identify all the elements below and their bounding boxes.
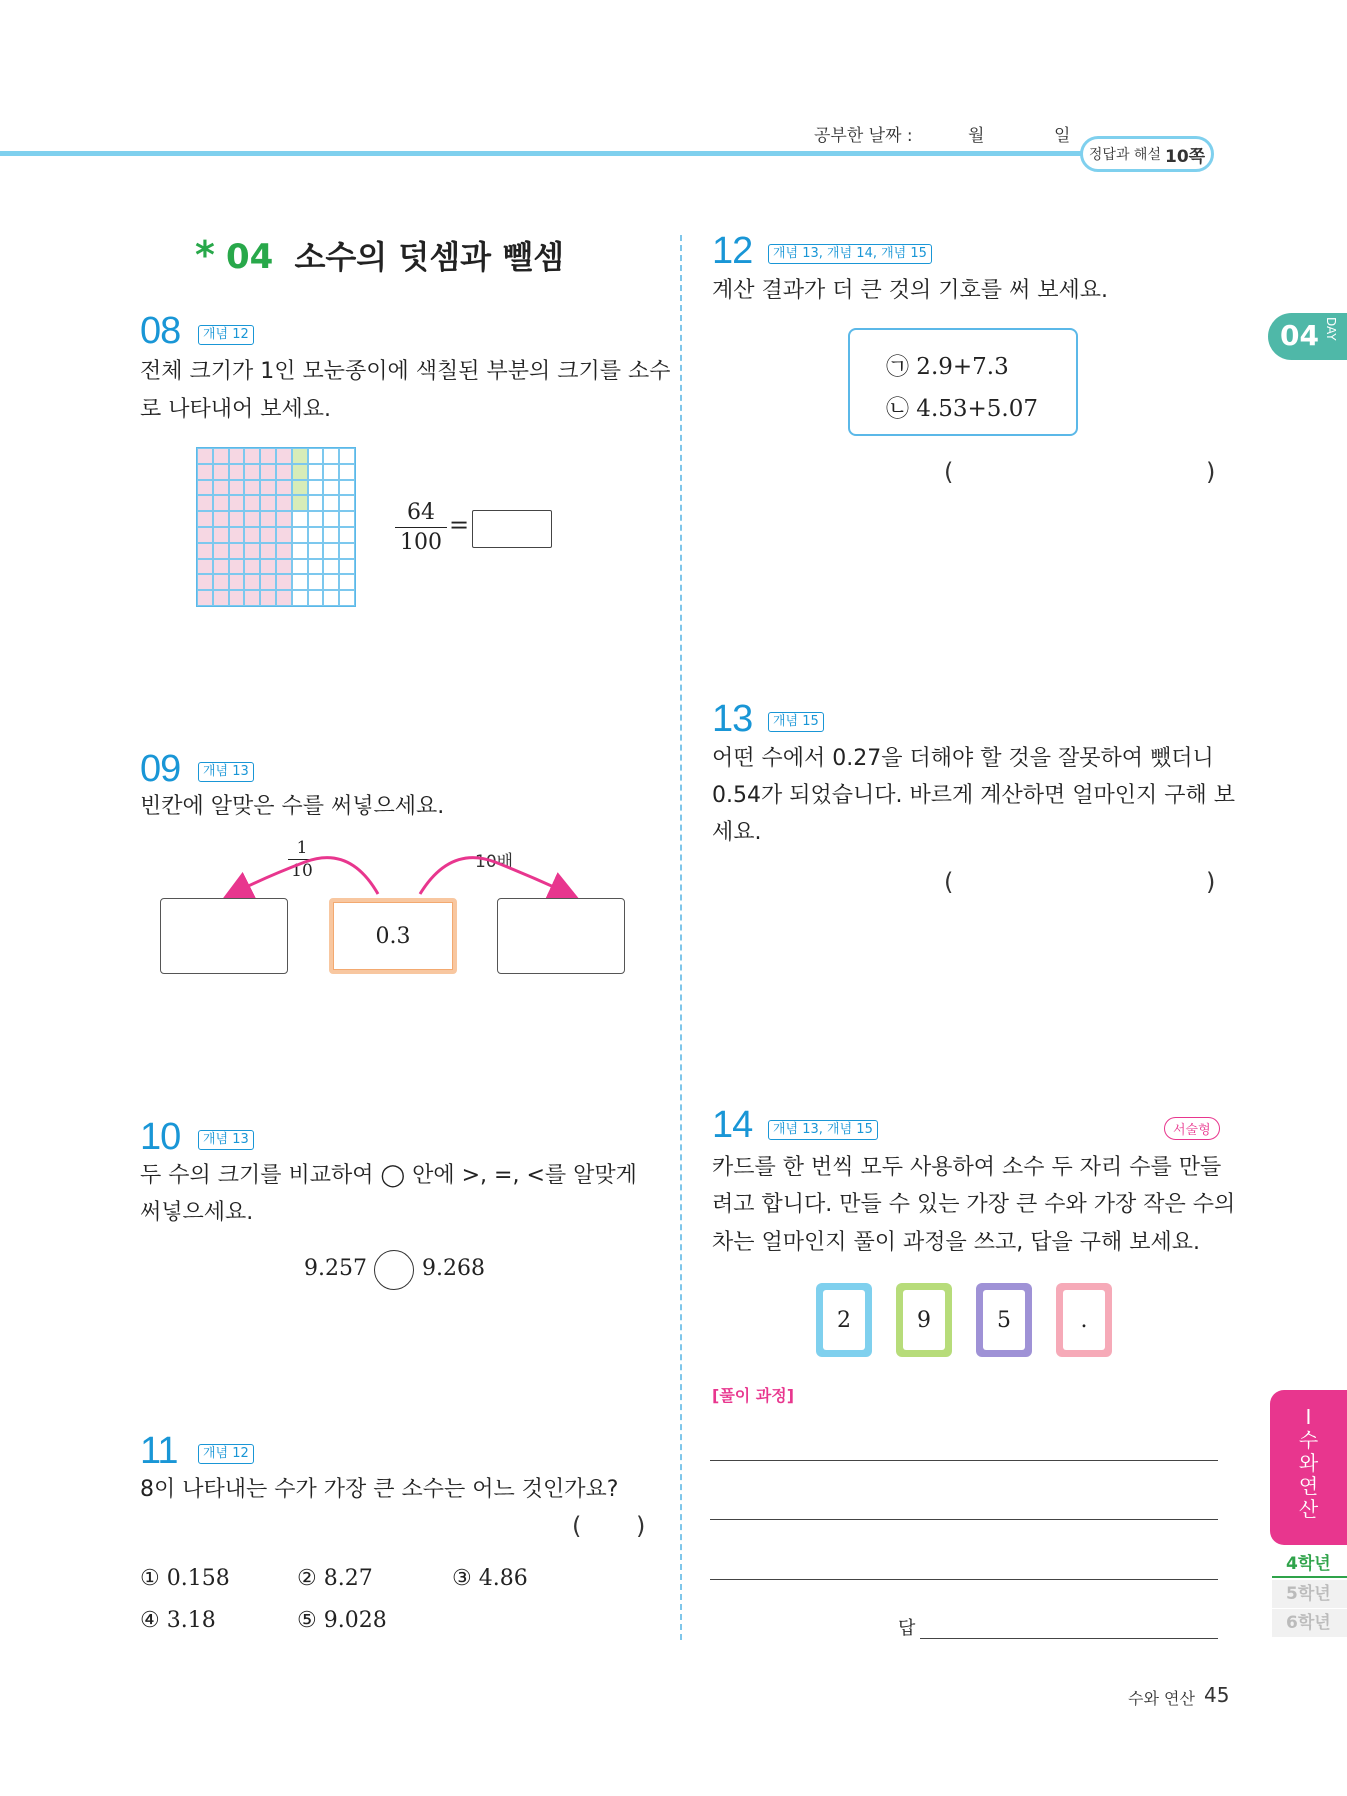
grid-cell [323,480,339,496]
grid-cell [229,559,245,575]
grid-cell [197,511,213,527]
grid-cell [276,590,292,606]
concept-tag: 개념 13, 개념 15 [768,1120,878,1140]
grid-cell [323,527,339,543]
section-title [195,232,564,278]
expression-a: ㉠ 2.9+7.3 [886,354,1009,380]
section-title-text: 소수의 덧셈과 뺄셈 [294,238,565,276]
grid-cell [229,464,245,480]
grid-cell [308,590,324,606]
question-number: 10 [140,1116,181,1158]
grid-cell [197,590,213,606]
answer-box[interactable] [472,510,552,548]
concept-tag: 개념 13 [198,1130,254,1150]
grid-cell [244,448,260,464]
grid-cell [213,511,229,527]
grid-cell [229,495,245,511]
section-number: 04 [226,237,274,277]
grid-cell [308,559,324,575]
answer-page: 10쪽 [1164,146,1206,167]
fraction-numerator: 1 [296,838,308,858]
month-label: 월 [968,126,985,146]
grid-cell [229,448,245,464]
answer-ref-label: 정답과 해설 [1088,147,1161,163]
grid-cell [276,527,292,543]
grid-cell [276,511,292,527]
footer-subject: 수와 연산 [1128,1689,1195,1708]
card-value: 9 [903,1290,945,1350]
page-number: 45 [1204,1683,1230,1707]
grid-cell [276,464,292,480]
grid-cell [292,590,308,606]
left-arrow [236,858,378,894]
grid-cell [323,448,339,464]
right-arrow [420,858,565,894]
grid-cell [292,574,308,590]
grid-cell [213,543,229,559]
card-value: . [1063,1290,1105,1350]
arrows [220,840,580,900]
concept-tag: 개념 13, 개념 14, 개념 15 [768,244,932,264]
compare-right: 9.268 [422,1256,485,1281]
answer-line[interactable] [920,1638,1218,1639]
question-text: 빈칸에 알맞은 수를 써넣으세요. [140,794,445,819]
grid-cell [292,527,308,543]
paren-close: ) [1206,458,1216,486]
day-label: 일 [1054,126,1071,146]
study-date-label: 공부한 날짜 : [814,126,913,146]
grid-cell [213,559,229,575]
grid-cell [197,574,213,590]
grid-cell [308,511,324,527]
grid-cell [260,495,276,511]
grid-cell [292,511,308,527]
grid-cell [244,480,260,496]
grid-cell [197,480,213,496]
question-text: 0.54가 되었습니다. 바르게 계산하면 얼마인지 구해 보 [712,783,1235,808]
question-text: 전체 크기가 1인 모눈종이에 색칠된 부분의 크기를 소수 [140,359,671,384]
essay-badge: 서술형 [1164,1117,1220,1140]
grid-cell [339,527,355,543]
chapter-char: 산 [1298,1497,1319,1521]
grid-cell [323,495,339,511]
day-number: 04 [1280,319,1319,352]
question-number: 08 [140,310,181,352]
solution-label: [풀이 과정] [712,1386,795,1405]
grid-cell [339,464,355,480]
answer-reference [1080,136,1214,172]
grid-cell [213,464,229,480]
grid-cell [244,511,260,527]
grid-cell [339,574,355,590]
fraction-denominator: 100 [400,530,442,555]
grade-tab-4: 4학년 [1272,1550,1347,1578]
option-3[interactable]: ③ 4.86 [452,1566,528,1591]
fraction-numerator: 64 [407,500,435,525]
grid-cell [292,480,308,496]
grid-cell [197,543,213,559]
grid-cell [276,448,292,464]
grid-cell [260,480,276,496]
grid-cell [197,495,213,511]
grid-cell [197,464,213,480]
question-text: 8이 나타내는 수가 가장 큰 소수는 어느 것인가요? [140,1477,619,1502]
ten-times-label: 10배 [475,852,514,872]
grid-cell [213,574,229,590]
grid-cell [229,511,245,527]
grid-cell [323,559,339,575]
question-number: 13 [712,698,753,740]
grid-cell [339,495,355,511]
paren-open: ( [944,868,954,896]
header-rule [0,151,1130,156]
day-tab [1268,313,1347,360]
grid-cell [308,464,324,480]
grid-cell [229,574,245,590]
question-number: 09 [140,748,181,790]
solution-line[interactable] [710,1579,1218,1580]
chapter-char: 와 [1298,1451,1319,1475]
grid-cell [244,590,260,606]
grid-cell [229,543,245,559]
grid-cell [308,527,324,543]
grid-cell [339,511,355,527]
grid-cell [229,527,245,543]
number-card [896,1283,952,1357]
grid-cell [213,448,229,464]
grid-cell [292,559,308,575]
option-5[interactable]: ⑤ 9.028 [297,1608,387,1633]
grid-cell [244,527,260,543]
chapter-tab [1270,1390,1347,1545]
option-1[interactable]: ① 0.158 [140,1566,230,1591]
fraction-64-100 [395,500,447,555]
grid-cell [323,590,339,606]
grid-cell [292,448,308,464]
grid-cell [276,559,292,575]
concept-tag: 개념 15 [768,712,824,732]
question-number: 11 [140,1430,178,1472]
grid-cell [260,448,276,464]
number-card [976,1283,1032,1357]
option-4[interactable]: ④ 3.18 [140,1608,216,1633]
concept-tag: 개념 13 [198,762,254,782]
paren-open: ( [944,458,954,486]
grid-cell [213,527,229,543]
paren-open: ( [572,1512,582,1540]
center-value-box: 0.3 [329,898,457,974]
card-value: 2 [823,1290,865,1350]
grid-cell [339,590,355,606]
grid-cell [292,495,308,511]
grid-cell [244,495,260,511]
question-text: 카드를 한 번씩 모두 사용하여 소수 두 자리 수를 만들 [712,1155,1222,1180]
grade-tab-6: 6학년 [1272,1609,1347,1637]
grid-cell [260,590,276,606]
chapter-char: 수 [1298,1428,1319,1452]
answer-box-left[interactable] [160,898,288,974]
number-card [816,1283,872,1357]
paren-close: ) [1206,868,1216,896]
grid-cell [339,448,355,464]
question-number: 14 [712,1104,753,1146]
grid-cell [260,511,276,527]
compare-left: 9.257 [304,1256,367,1281]
chapter-char: I [1305,1405,1312,1429]
compare-circle[interactable] [374,1250,414,1290]
grid-cell [308,495,324,511]
grid-cell [323,574,339,590]
concept-tag: 개념 12 [198,325,254,345]
grid-cell [276,543,292,559]
grid-cell [276,480,292,496]
grid-cell [244,574,260,590]
grid-cell [339,559,355,575]
grid-cell [213,480,229,496]
paren-close: ) [636,1512,646,1540]
question-text: 두 수의 크기를 비교하여 ◯ 안에 >, =, <를 알맞게 [140,1163,637,1188]
question-text: 로 나타내어 보세요. [140,397,331,422]
fraction-denominator: 10 [291,861,313,881]
star-icon: * [195,233,215,277]
grid-cell [323,511,339,527]
equals-sign: = [449,511,470,539]
question-text: 려고 합니다. 만들 수 있는 가장 큰 수와 가장 작은 수의 [712,1192,1236,1217]
expression-b: ㉡ 4.53+5.07 [886,396,1039,422]
grid-cell [197,448,213,464]
fraction-bar [395,527,447,528]
concept-tag: 개념 12 [198,1444,254,1464]
solution-line[interactable] [710,1460,1218,1461]
grid-cell [308,574,324,590]
grid-cell [244,543,260,559]
question-text: 써넣으세요. [140,1200,254,1225]
grade-tab-5: 5학년 [1272,1580,1347,1608]
column-divider [680,235,682,1640]
grid-cell [213,495,229,511]
grid-cell [229,480,245,496]
grid-cell [323,543,339,559]
grid-cell [260,574,276,590]
decimal-point-card [1056,1283,1112,1357]
grid-cell [260,543,276,559]
question-text: 계산 결과가 더 큰 것의 기호를 써 보세요. [712,278,1108,303]
grid-cell [339,543,355,559]
grid-cell [260,464,276,480]
answer-label: 답 [898,1618,916,1639]
grid-cell [197,559,213,575]
solution-line[interactable] [710,1519,1218,1520]
grid-cell [323,464,339,480]
day-label: DAY [1324,317,1338,341]
grid-cell [339,480,355,496]
grid-cell [308,448,324,464]
answer-box-right[interactable] [497,898,625,974]
grid-cell [276,495,292,511]
grid-cell [308,543,324,559]
grid-cell [260,527,276,543]
grid-cell [308,480,324,496]
grid-cell [260,559,276,575]
card-value: 5 [983,1290,1025,1350]
grid-cell [197,527,213,543]
grid-cell [213,590,229,606]
question-text: 차는 얼마인지 풀이 과정을 쓰고, 답을 구해 보세요. [712,1230,1200,1255]
grid-cell [292,543,308,559]
grid-cell [244,464,260,480]
grid-cell [229,590,245,606]
grid-cell [276,574,292,590]
grid-cell [292,464,308,480]
question-text: 어떤 수에서 0.27을 더해야 할 것을 잘못하여 뺐더니 [712,746,1214,771]
question-text: 세요. [712,820,762,845]
hundred-grid [196,447,356,607]
question-number: 12 [712,230,753,272]
chapter-char: 연 [1298,1474,1319,1498]
grid-cell [244,559,260,575]
option-2[interactable]: ② 8.27 [297,1566,373,1591]
